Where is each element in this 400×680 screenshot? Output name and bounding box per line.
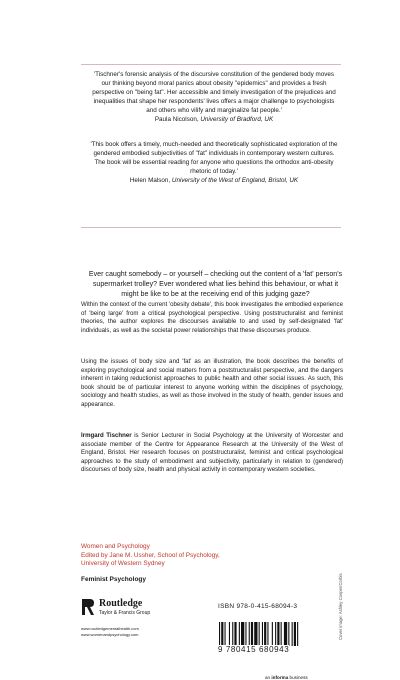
isbn-label: ISBN 978-0-415-68094-3 — [218, 603, 298, 610]
author-bio — [81, 432, 343, 475]
barcode-bar — [241, 622, 244, 646]
barcode-bar — [284, 622, 287, 646]
barcode-bar — [245, 622, 246, 646]
barcode-bar — [254, 622, 257, 646]
informa-brand: informa — [271, 675, 289, 680]
barcode-bar — [294, 622, 296, 646]
quote-affiliation-1: University of Bradford, UK — [200, 115, 274, 123]
routledge-logo-icon — [81, 598, 95, 616]
middle-divider — [81, 227, 341, 228]
quote-text-1: 'Tischner's forensic analysis of the discursive constitution of the gendered body moves our thinking beyond moral panics about obesity "epidemics" and provides a fresh perspective on "being fat". Her accessible and timely investigation of the prejudices and inequalities that shape her respondents' lives offers a major challenge to psychologists and others who vilify and marginalize fat people.' — [92, 71, 336, 114]
description-paragraph-2: Using the issues of body size and 'fat' as an illustration, the book describes the benefits of exploring psychological and social matters from a poststructuralist perspective, and the dangers inherent in taking reductionist approaches to public health and other social issues. As such, this book should be of particular interest to anyone working within the disciplines of psychology, sociology and health studies, as well as those involved in the study of health, gender issues and appearance. — [81, 358, 343, 408]
description-paragraph-1: Within the context of the current 'obesity debate', this book investigates the embodied experience of 'being large' from a critical psychological perspective. Using poststructuralist and feminist theories, the author explores the discourses available to and used by self-designated 'fat' individuals, as well as the societal power relationships that these discourses produce. — [81, 301, 343, 334]
review-quote-2 — [89, 141, 339, 186]
barcode-bar — [297, 622, 298, 646]
author-name: Irmgard Tischner — [81, 432, 132, 439]
publisher-url-1[interactable]: www.routledgementalhealth.com — [81, 626, 139, 631]
barcode-bar — [288, 622, 289, 646]
informa-prefix: an — [265, 675, 271, 680]
series-subject: Feminist Psychology — [81, 576, 147, 583]
barcode-bar — [232, 622, 233, 646]
barcode-bar — [292, 622, 293, 646]
publisher-urls — [81, 626, 139, 637]
informa-business — [265, 675, 308, 680]
barcode-digits: 9 780415 680943 — [218, 645, 290, 654]
review-quote-1 — [89, 71, 339, 124]
quote-text-2: 'This book offers a timely, much-needed and theoretically sophisticated exploration of the gendered embodied subjectivities of "fat" individuals in contemporary western cultures. The book will be essential reading for anyone who questions the orthodox anti-obesity rhetoric of today.' — [90, 141, 338, 175]
informa-suffix: business — [289, 675, 308, 680]
top-divider — [81, 64, 341, 65]
author-bio-text: is Senior Lecturer in Social Psychology at the University of Worcester and associate member of the Centre for Appearance Research at the University of the West of England, Bristol. Her research focuses on poststructuralist, feminist and critical psychological approaches to the study of embodiment and subjectivity, particularly in relation to (gendered) discourses of body size, health and physical activity in contemporary western societies. — [81, 432, 343, 474]
barcode-bar — [225, 622, 226, 646]
barcode-bar — [239, 622, 240, 646]
barcode-bar — [221, 622, 223, 646]
barcode-bar — [234, 622, 236, 646]
publisher-url-2[interactable]: www.womenandpsychology.com — [81, 631, 139, 637]
series-title: Women and Psychology — [81, 543, 150, 550]
barcode-bar — [219, 622, 220, 646]
pitch-text: Ever caught somebody – or yourself – checking out the content of a 'fat' person's supermarket trolley? Ever wondered what lies behind this behaviour, or what it might be like to be at the receiving end of this judging gaze? — [88, 270, 343, 299]
quote-affiliation-2: University of the West of England, Bristol, UK — [171, 176, 299, 184]
barcode-bar — [229, 622, 230, 646]
barcode-bar — [249, 622, 250, 646]
barcode-bar — [259, 622, 260, 646]
barcode-bar — [267, 622, 268, 646]
barcode-bar — [264, 622, 266, 646]
barcode-bar — [277, 622, 279, 646]
publisher-group: Taylor & Francis Group — [99, 610, 151, 616]
series-editor: Edited by Jane M. Ussher, School of Psychology, — [81, 551, 220, 559]
series-info — [81, 543, 321, 569]
barcode-bar — [272, 622, 273, 646]
quote-attribution-1 — [89, 116, 339, 125]
barcode-bar — [275, 622, 276, 646]
series-university: University of Western Sydney — [81, 560, 165, 568]
quote-author-2: Helen Malson, — [129, 176, 171, 184]
barcode-bar — [262, 622, 263, 646]
quote-attribution-2 — [89, 177, 339, 186]
barcode-bar — [251, 622, 253, 646]
barcode-bar — [281, 622, 282, 646]
publisher-name: Routledge — [99, 598, 143, 609]
quote-author-1: Paula Nicolson, — [154, 115, 199, 123]
cover-image-credit: Cover image: Ashley Cooper/Corbis — [338, 573, 343, 640]
